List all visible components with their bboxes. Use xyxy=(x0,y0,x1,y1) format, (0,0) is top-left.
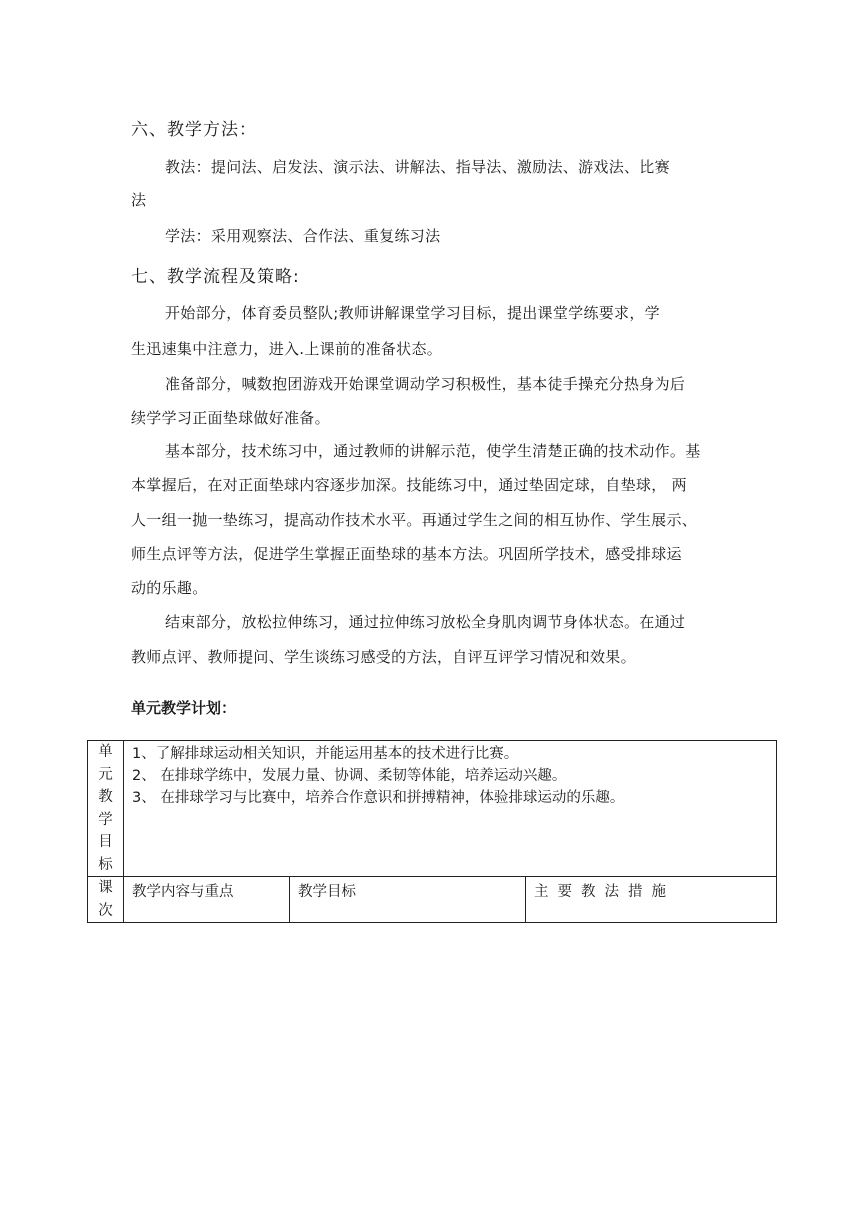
unit-plan-table xyxy=(87,740,777,923)
label-char: 次 xyxy=(98,902,113,919)
paragraph-basic-line: 师生点评等方法，促进学生掌握正面垫球的基本方法。巩固所学技术，感受排球运 xyxy=(131,545,682,563)
header-row xyxy=(88,877,777,923)
lesson-number-label xyxy=(88,877,124,923)
column-header-method: 主要教法措施 xyxy=(526,877,777,923)
paragraph-prep-line: 续学学习正面垫球做好准备。 xyxy=(131,409,330,427)
paragraph-start-line: 生迅速集中注意力，进入.上课前的准备状态。 xyxy=(131,340,443,358)
label-char: 目 xyxy=(98,834,113,850)
paragraph-basic-line: 人一组一抛一垫练习，提高动作技术水平。再通过学生之间的相互协作、学生展示、 xyxy=(131,511,698,529)
goal-item: 2、 在排球学练中，发展力量、协调、柔韧等体能，培养运动兴趣。 xyxy=(132,768,567,784)
unit-plan-title: 单元教学计划： xyxy=(131,699,237,717)
section-6-heading: 六、教学方法： xyxy=(131,120,257,140)
label-char: 元 xyxy=(98,766,113,783)
teaching-methods-line-cont: 法 xyxy=(131,191,147,209)
goal-item: 3、 在排球学习与比赛中，培养合作意识和拼搏精神，体验排球运动的乐趣。 xyxy=(132,790,625,806)
paragraph-prep-line: 准备部分，喊数抱团游戏开始课堂调动学习积极性，基本徒手操充分热身为后 xyxy=(165,375,686,393)
unit-goals-cell xyxy=(124,741,777,877)
teaching-methods-line: 教法：提问法、启发法、演示法、讲解法、指导法、激励法、游戏法、比赛 xyxy=(165,158,670,176)
goals-row xyxy=(88,741,777,877)
section-7-heading: 七、教学流程及策略: xyxy=(131,267,300,287)
paragraph-start-line: 开始部分，体育委员整队;教师讲解课堂学习目标，提出课堂学练要求，学 xyxy=(165,304,660,322)
label-char: 教 xyxy=(98,789,113,805)
paragraph-basic-line: 动的乐趣。 xyxy=(131,579,208,597)
label-char: 学 xyxy=(98,811,113,828)
column-header-content: 教学内容与重点 xyxy=(124,877,290,923)
label-char: 课 xyxy=(98,880,113,896)
unit-goal-label xyxy=(88,741,124,877)
goal-item: 1、了解排球运动相关知识，并能运用基本的技术进行比赛。 xyxy=(132,746,519,762)
column-header-goal: 教学目标 xyxy=(290,877,526,923)
paragraph-basic-line: 本掌握后，在对正面垫球内容逐步加深。技能练习中，通过垫固定球，自垫球， 两 xyxy=(131,476,687,494)
learning-methods-line: 学法：采用观察法、合作法、重复练习法 xyxy=(165,227,441,245)
paragraph-end-line: 结束部分，放松拉伸练习，通过拉伸练习放松全身肌肉调节身体状态。在通过 xyxy=(165,613,686,631)
paragraph-end-line: 教师点评、教师提问、学生谈练习感受的方法，自评互评学习情况和效果。 xyxy=(131,648,636,666)
paragraph-basic-line: 基本部分，技术练习中，通过教师的讲解示范，使学生清楚正确的技术动作。基 xyxy=(165,442,701,460)
label-char: 标 xyxy=(98,856,113,873)
label-char: 单 xyxy=(98,744,113,760)
